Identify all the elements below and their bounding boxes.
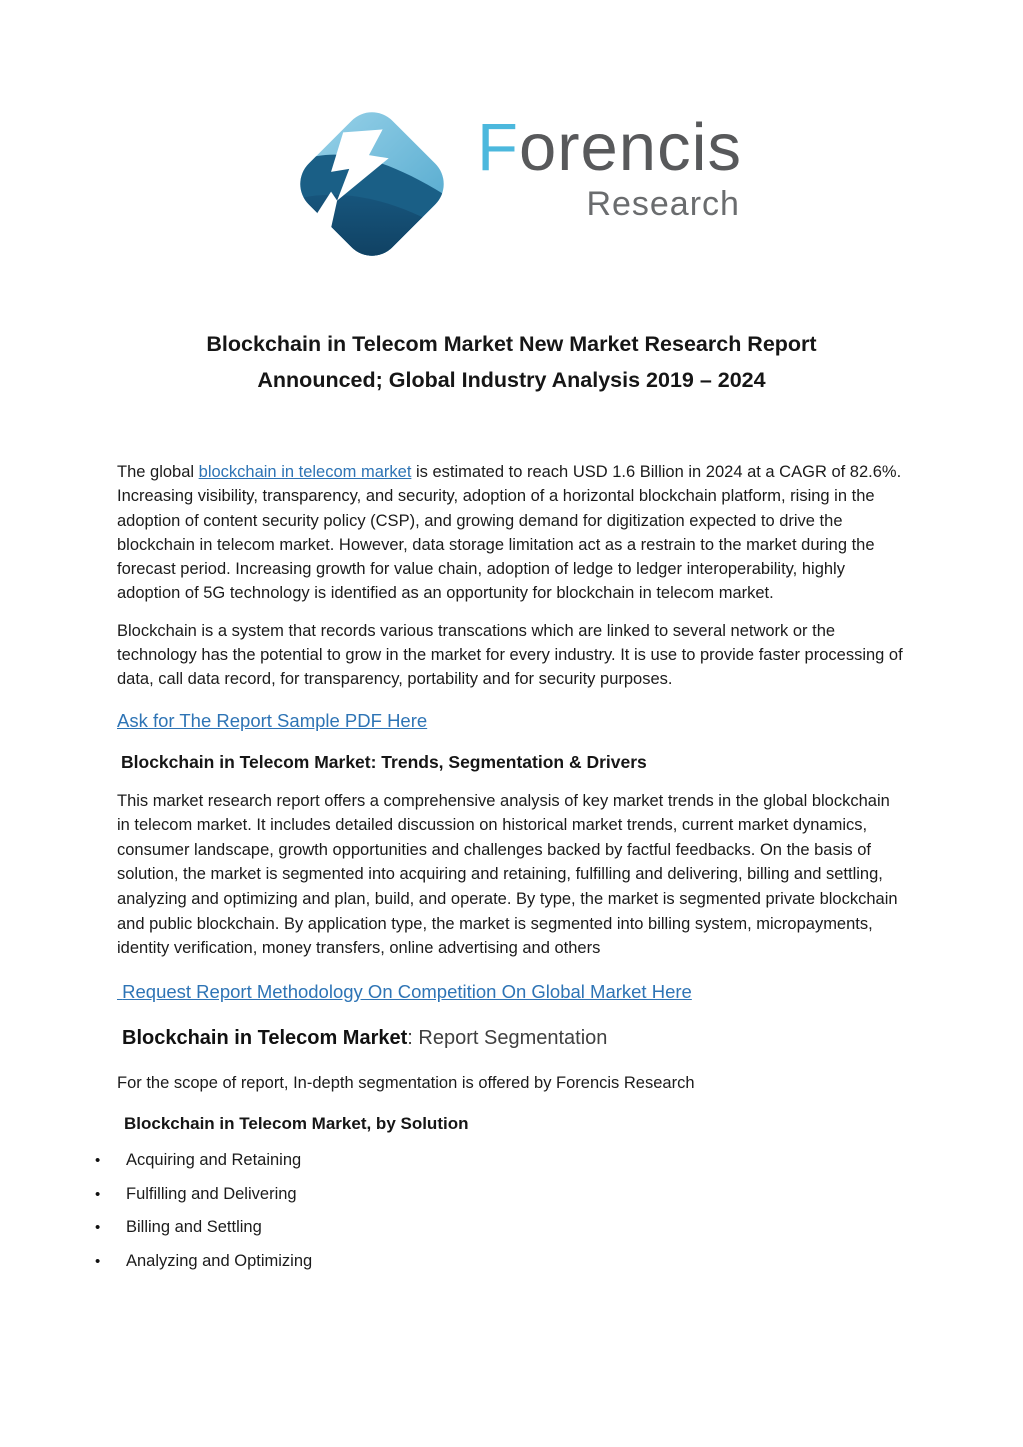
list-item-label: Acquiring and Retaining xyxy=(126,1151,302,1170)
brand-initial: F xyxy=(477,110,519,185)
blockchain-market-link[interactable]: blockchain in telecom market xyxy=(198,463,412,481)
forencis-wordmark xyxy=(477,110,742,223)
list-item xyxy=(95,1184,905,1205)
solution-list xyxy=(95,1150,905,1272)
brand-subtext: Research xyxy=(586,185,740,223)
paragraph-scope: For the scope of report, In-depth segmentation is offered by Forencis Research xyxy=(117,1073,695,1092)
forencis-logo-icon xyxy=(281,100,463,268)
heading-segmentation-bold: Blockchain in Telecom Market xyxy=(122,1026,408,1049)
bullet-icon: • xyxy=(95,1152,101,1170)
bullet-icon: • xyxy=(95,1252,101,1270)
paragraph-blockchain-description: Blockchain is a system that records various transcations which are linked to several network or the technology has the potential to grow in the market for every industry. It is use to provide faster processing of data, call data record, for transparency, portability and for security purposes. xyxy=(117,621,903,689)
document-body xyxy=(0,460,1023,1272)
list-item-label: Fulfilling and Delivering xyxy=(126,1184,297,1203)
heading-trends-segmentation-drivers: Blockchain in Telecom Market: Trends, Segmentation & Drivers xyxy=(121,751,647,772)
forencis-logo xyxy=(0,0,1023,268)
brand-name: Forencis xyxy=(477,110,742,185)
bullet-icon: • xyxy=(95,1185,101,1203)
list-item-label: Analyzing and Optimizing xyxy=(126,1251,313,1270)
methodology-link-line xyxy=(117,980,905,1004)
sample-pdf-link[interactable]: Ask for The Report Sample PDF Here xyxy=(117,709,428,731)
bullet-icon: • xyxy=(95,1219,101,1237)
page-title-line-1: Blockchain in Telecom Market New Market Research Report xyxy=(206,332,817,356)
paragraph-report-overview: This market research report offers a comprehensive analysis of key market trends in the global blockchain in telecom market. It includes detailed discussion on historical market trends, current market dynamics, consumer landscape, growth opportunities and challenges backed by factful feedbacks. On the basis of solution, the market is segmented into acquiring and retaining, fulfilling and delivering, billing and settling, analyzing and optimizing and plan, build, and operate. By type, the market is segmented private blockchain and public blockchain. By application type, the market is segmented into billing system, micropayments, identity verification, money transfers, online advertising and others xyxy=(117,791,898,958)
sample-pdf-link-line xyxy=(117,709,905,733)
page-title-line-2: Announced; Global Industry Analysis 2019 – 2024 xyxy=(257,368,766,392)
heading-by-solution: Blockchain in Telecom Market, by Solution xyxy=(124,1114,469,1134)
heading-report-segmentation xyxy=(122,1027,905,1050)
list-item xyxy=(95,1217,905,1238)
methodology-link[interactable]: Request Report Methodology On Competition On Global Market Here xyxy=(117,980,692,1002)
list-item-label: Billing and Settling xyxy=(126,1218,262,1237)
list-item xyxy=(95,1251,905,1272)
paragraph-market-intro: The global blockchain in telecom market is estimated to reach USD 1.6 Billion in 2024 at a CAGR of 82.6%. Increasing visibility, transparency, and security, adoption of a horizontal blockchain platform, rising in the adoption of content security policy (CSP), and growing demand for digitization expected to drive the blockchain in telecom market. However, data storage limitation act as a restrain to the market during the forecast period. Increasing growth for value chain, adoption of ledge to ledger interoperability, highly adoption of 5G technology is identified as an opportunity for blockchain in telecom market. xyxy=(117,463,902,603)
heading-segmentation-rest: : Report Segmentation xyxy=(407,1026,608,1049)
page-title xyxy=(0,326,1023,398)
list-item xyxy=(95,1150,905,1171)
